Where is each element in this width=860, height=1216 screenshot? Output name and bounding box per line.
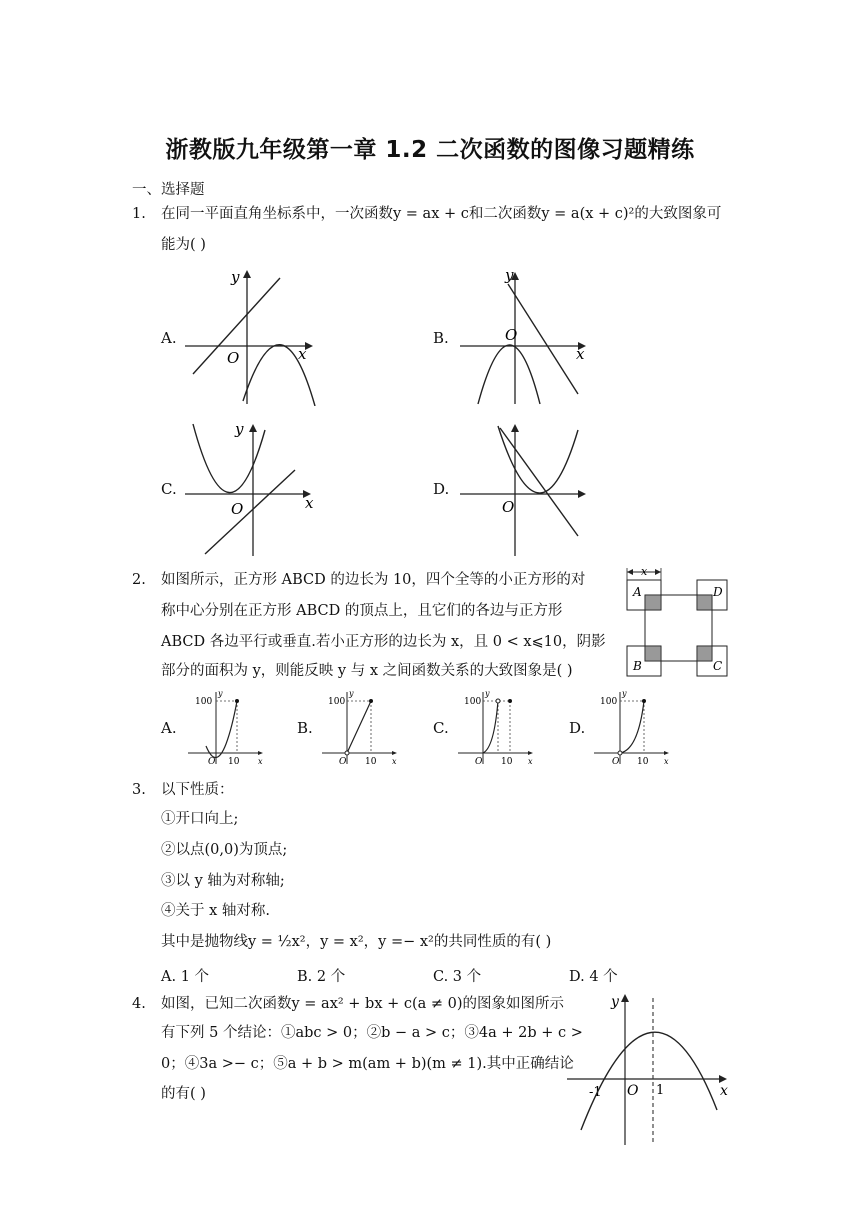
q4-one-label: 1 [656,1083,665,1098]
question-3-intro: 以下性质： [161,782,234,798]
svg-text:O: O [505,326,518,344]
fig-label-d: D [713,585,723,599]
svg-text:100: 100 [464,697,482,707]
q2-square-figure [615,562,733,682]
svg-text:x: x [641,565,648,578]
q4-parabola-figure [567,990,737,1150]
question-1-number: 1. [132,206,146,222]
question-2-line3: ABCD 各边平行或垂直.若小正方形的边长为 x，且 0 < x⩽10，阴影 [161,634,606,650]
property-3: ③以 y 轴为对称轴; [161,873,285,889]
svg-text:O: O [502,498,515,516]
fig-label-c: C [713,659,723,673]
q3-choice-b: B. 2 个 [297,969,346,985]
svg-text:10: 10 [365,757,377,767]
property-2: ②以点(0,0)为顶点; [161,842,288,858]
property-1: ①开口向上; [161,811,239,827]
svg-text:O: O [475,757,483,767]
svg-text:y: y [622,689,627,698]
svg-text:100: 100 [328,697,346,707]
svg-text:x: x [392,757,397,766]
svg-text:O: O [231,500,244,518]
question-2-line1: 如图所示，正方形 ABCD 的边长为 10，四个全等的小正方形的对 [161,572,586,588]
page-title: 浙教版九年级第一章 1.2 二次函数的图像习题精练 [165,137,695,163]
question-4-line2: 有下列 5 个结论：①abc > 0；②b − a > c；③4a + 2b + c > [161,1025,583,1041]
question-4-line4: 的有( ) [161,1086,206,1102]
q2-graph-a [188,688,268,768]
question-4-number: 4. [132,996,146,1012]
q2-option-c-label: C. [433,719,449,737]
question-2-line2: 称中心分别在正方形 ABCD 的顶点上，且它们的各边与正方形 [161,603,563,619]
svg-text:10: 10 [637,757,649,767]
svg-text:10: 10 [228,757,240,767]
property-4: ④关于 x 轴对称. [161,903,271,919]
svg-text:x: x [298,345,307,363]
question-2-line4: 部分的面积为 y，则能反映 y 与 x 之间函数关系的大致图象是( ) [161,663,573,679]
q3-choice-d: D. 4 个 [569,969,618,985]
q4-y-label: y [611,994,619,1010]
svg-text:y: y [505,266,514,284]
svg-text:x: x [305,494,314,512]
svg-text:x: x [528,757,533,766]
q2-option-b-label: B. [297,719,313,737]
svg-text:y: y [231,268,240,286]
q2-graph-b [322,688,402,768]
svg-text:O: O [612,757,620,767]
q1-option-a-label: A. [161,329,177,347]
section-heading: 一、选择题 [132,182,205,198]
svg-text:100: 100 [600,697,618,707]
question-1-line1: 在同一平面直角坐标系中，一次函数y = ax + c和二次函数y = a(x + c)²的大致图象可 [161,206,722,222]
q1-option-c-label: C. [161,480,177,498]
q4-origin-label: O [627,1083,639,1099]
svg-text:O: O [208,757,216,767]
svg-text:10: 10 [501,757,513,767]
svg-text:O: O [227,349,240,367]
q1-graph-c [185,418,320,558]
fig-label-a: A [633,585,642,599]
svg-text:y: y [218,689,223,698]
svg-text:x: x [664,757,669,766]
q2-option-d-label: D. [569,719,586,737]
question-3-number: 3. [132,782,146,798]
svg-text:x: x [258,757,263,766]
question-3-text: 其中是抛物线y = ½x²，y = x²，y =− x²的共同性质的有( ) [161,934,552,950]
q3-choice-c: C. 3 个 [433,969,482,985]
svg-text:100: 100 [195,697,213,707]
q1-graph-a [185,266,320,406]
q2-graph-c [458,688,538,768]
q4-x-label: x [720,1083,728,1099]
question-4-line3: 0；④3a >− c；⑤a + b > m(am + b)(m ≠ 1).其中正确结论 [161,1056,574,1072]
q2-option-a-label: A. [161,719,177,737]
q1-option-d-label: D. [433,480,450,498]
svg-text:y: y [235,420,244,438]
q3-choice-a: A. 1 个 [161,969,210,985]
question-1-line2: 能为( ) [161,237,206,253]
question-4-line1: 如图，已知二次函数y = ax² + bx + c(a ≠ 0)的图象如图所示 [161,996,565,1012]
q1-graph-d [460,418,595,558]
q1-option-b-label: B. [433,329,449,347]
q4-neg1-label: -1 [589,1085,602,1100]
svg-text:y: y [349,689,354,698]
question-2-number: 2. [132,572,146,588]
svg-text:O: O [339,757,347,767]
svg-text:x: x [576,345,585,363]
q2-graph-d [594,688,674,768]
fig-label-b: B [633,659,642,673]
q1-graph-b [460,266,595,406]
svg-text:y: y [485,689,490,698]
